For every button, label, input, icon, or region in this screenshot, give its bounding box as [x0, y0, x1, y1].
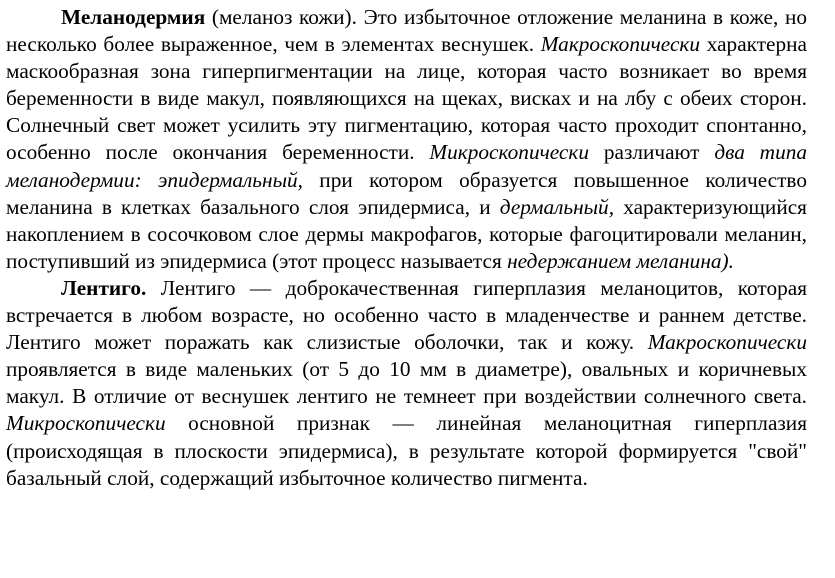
italic-term: дермальный,	[499, 194, 615, 219]
italic-term: Макроскопически	[540, 32, 701, 57]
italic-term: Микроскопически	[429, 140, 589, 165]
text-run: при котором образуется повышенное количество меланина в клетках базального слоя эпидермиса, и	[6, 167, 807, 219]
term-lentigo: Лентиго.	[61, 275, 147, 300]
text-run: характерна маскообразная зона гиперпигментации на лице, которая часто возникает во время беременности в виде макул, появляющихся на щеках, висках и на лбу с обеих сторон. Солнечный свет может усилить эту пигментацию, которая часто проходит спонтанно, особенно после окончания беременности.	[6, 32, 807, 165]
paragraph-lentigo	[6, 275, 807, 492]
italic-term: Микроскопически	[6, 411, 166, 436]
term-melanodermia: Меланодермия	[61, 5, 206, 29]
text-run: проявляется в виде маленьких (от 5 до 10 мм в диаметре), овальных и коричневых макул. В отличие от веснушек лентиго не темнеет при воздействии солнечного света.	[6, 357, 807, 409]
paragraph-melanodermia	[6, 4, 807, 275]
text-run: характеризующийся накоплением в сосочковом слое дермы макрофагов, которые фагоцитировали меланин, поступивший из эпидермиса (этот процесс называется	[6, 194, 807, 273]
text-run: основной признак — линейная меланоцитная гиперплазия (происходящая в плоскости эпидермиса), в результате которой формируется "свой" базальный слой, содержащий избыточное количество пигмента.	[6, 411, 807, 490]
italic-term: два типа меланодермии: эпидермальный,	[6, 140, 808, 192]
italic-term: Макроскопически	[647, 330, 807, 355]
italic-term: недержанием меланина).	[507, 248, 734, 273]
text-run: Лентиго — доброкачественная гиперплазия меланоцитов, которая встречается в любом возрасте, но особенно часто в младенчестве и раннем детстве. Лентиго может поражать как слизистые оболочки, так и кожу.	[6, 275, 807, 355]
text-run: (меланоз кожи). Это избыточное отложение меланина в коже, но несколько более выраженное, чем в элементах веснушек.	[6, 5, 807, 57]
text-run: различают	[589, 140, 715, 165]
